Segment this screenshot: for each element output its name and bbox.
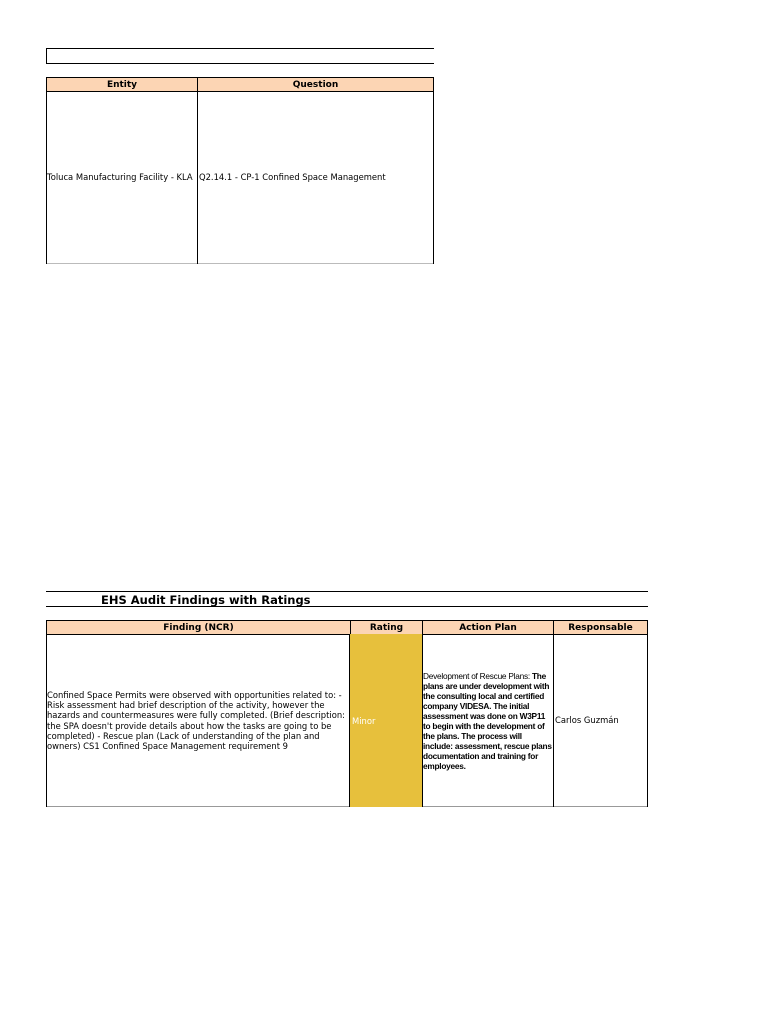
responsable-cell: Carlos Guzmán — [555, 715, 619, 726]
entity-header: Entity — [46, 77, 198, 92]
rating-header: Rating — [350, 620, 423, 635]
action-plan-cell — [423, 635, 553, 806]
action-plan-body: The plans are under development with the consulting local and certified company VIDESA. The initial assessment was done on W3P11 to begin with the development of the plans. The process will include: assessment, rescue plans documentation and training for employees. — [423, 670, 552, 771]
finding-header: Finding (NCR) — [46, 620, 351, 635]
findings-title: EHS Audit Findings with Ratings — [101, 593, 311, 607]
entity-cell: Toluca Manufacturing Facility - KLA — [47, 172, 193, 183]
finding-cell: Confined Space Permits were observed with opportunities related to: - Risk assessment had brief description of the activity, however the hazards and countermeasures were fully completed. (Brief description: the SPA doesn't provide details about how the tasks are going to be completed) - Rescue plan (Lack of understanding of the plan and owners) CS1 Confined Space Management requirement 9 — [47, 689, 345, 751]
question-cell: Q2.14.1 - CP-1 Confined Space Management — [199, 172, 386, 183]
responsable-header: Responsable — [553, 620, 648, 635]
rating-minor-badge: Minor — [349, 634, 423, 807]
action-plan-lead: Development of Rescue Plans: — [423, 670, 530, 681]
action-plan-header: Action Plan — [422, 620, 554, 635]
question-header: Question — [197, 77, 434, 92]
